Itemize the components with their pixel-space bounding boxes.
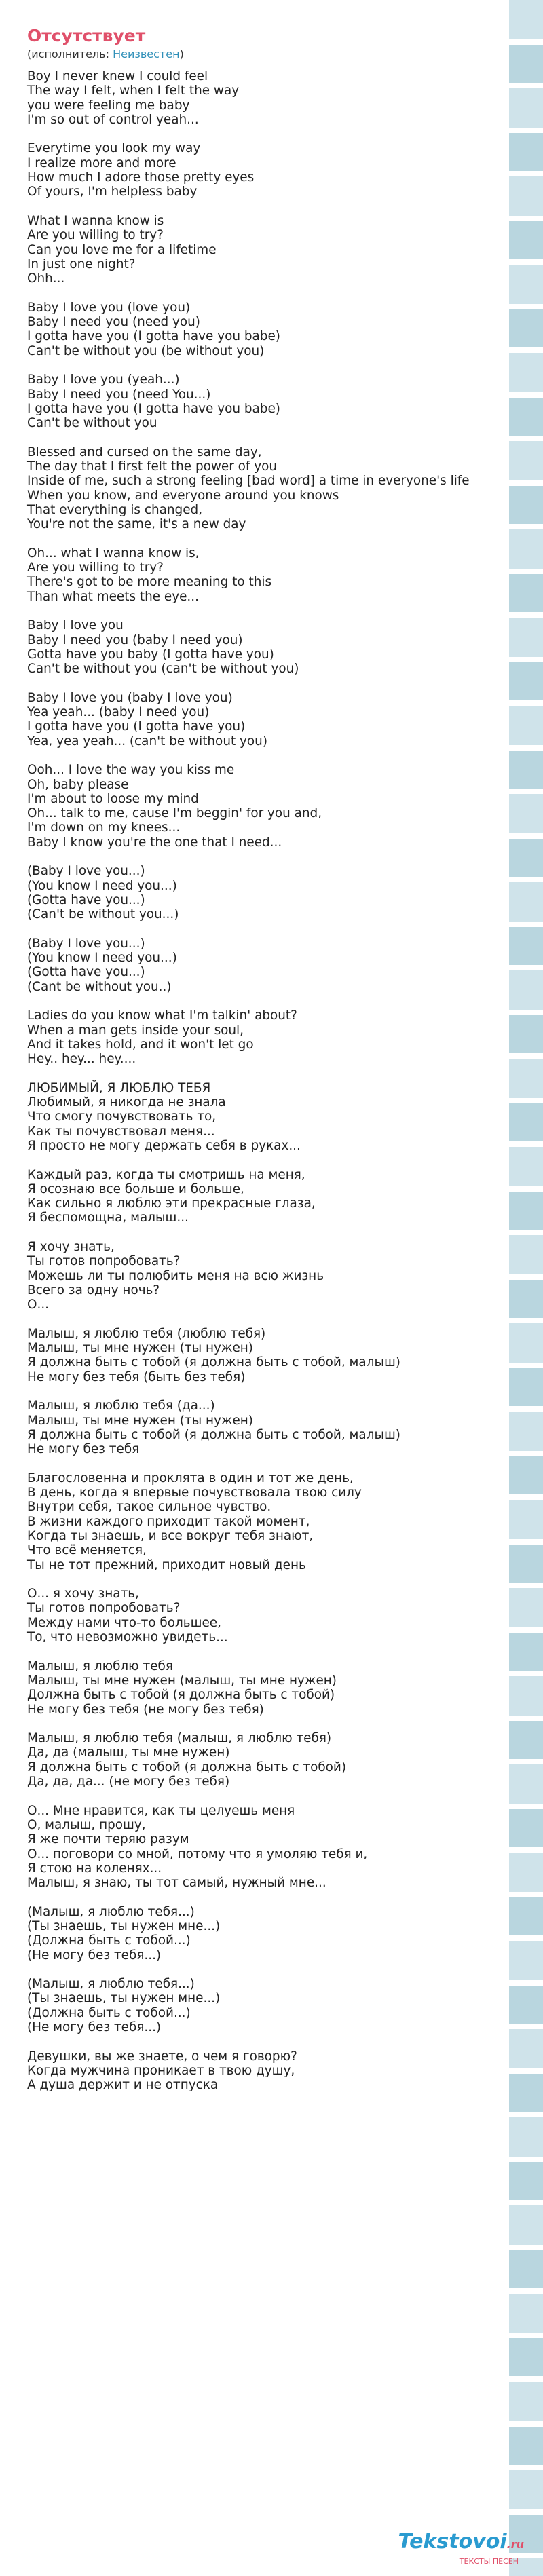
lyrics-stanza: What I wanna know is Are you willing to try? Can you love me for a lifetime In just one night? Ohh... — [27, 213, 217, 286]
lyrics-stanza: Blessed and cursed on the same day, The day that I first felt the power of you Inside of me, such a strong feeling [bad word] a time in everyone's life When you know, and everyone around you knows That everything is changed, You're not the same, it's a new day — [27, 444, 470, 532]
lyrics-stanza: Малыш, я люблю тебя (да...) Малыш, ты мне нужен (ты нужен) Я должна быть с тобой (я должна быть с тобой, малыш) Не могу без тебя — [27, 1399, 400, 1457]
lyrics-stanza: О... я хочу знать, Ты готов попробовать? Между нами что-то большее, То, что невозможно увидеть... — [27, 1587, 228, 1645]
lyrics-text — [27, 69, 502, 2093]
lyrics-stanza: Baby I love you Baby I need you (baby I need you) Gotta have you baby (I gotta have you) Can't be without you (can't be without you) — [27, 618, 299, 677]
decorative-stripes — [506, 0, 543, 2576]
site-tagline: ТЕКСТЫ ПЕСЕН — [459, 2557, 519, 2566]
artist-prefix: (исполнитель: — [27, 48, 113, 60]
lyrics-stanza: Каждый раз, когда ты смотришь на меня, Я осознаю все больше и больше, Как сильно я люблю эти прекрасные глаза, Я беспомощна, малыш... — [27, 1167, 316, 1226]
song-header — [27, 26, 509, 61]
lyrics-stanza: Девушки, вы же знаете, о чем я говорю? Когда мужчина проникает в твою душу, А душа держит и не отпуска — [27, 2049, 297, 2093]
artist-suffix: ) — [179, 48, 184, 60]
site-watermark[interactable] — [388, 2530, 524, 2571]
lyrics-stanza: Малыш, я люблю тебя (малыш, я люблю тебя) Да, да (малыш, ты мне нужен) Я должна быть с тобой (я должна быть с тобой) Да, да, да... (не могу без тебя) — [27, 1731, 347, 1789]
site-logo-tld: .ru — [506, 2538, 524, 2551]
lyrics-stanza: Малыш, я люблю тебя Малыш, ты мне нужен (малыш, ты мне нужен) Должна быть с тобой (я должна быть с тобой) Не могу без тебя (не могу без тебя) — [27, 1659, 337, 1717]
lyrics-stanza: Благословенна и проклята в один и тот же день, В день, когда я впервые почувствовала твою силу Внутри себя, такое сильное чувство. В жизни каждого приходит такой момент, Когда ты знаешь, и все вокруг тебя знают, Что всё меняется, Ты не тот прежний, приходит новый день — [27, 1471, 362, 1572]
site-logo — [388, 2530, 524, 2557]
lyrics-stanza: (Baby I love you...) (You know I need you...) (Gotta have you...) (Cant be without you..) — [27, 936, 177, 994]
lyrics-stanza: Boy I never knew I could feel The way I felt, when I felt the way you were feeling me baby I'm so out of control yeah... — [27, 69, 240, 127]
lyrics-stanza: ЛЮБИМЫЙ, Я ЛЮБЛЮ ТЕБЯ Любимый, я никогда не знала Что смогу почувствовать то, Как ты почувствовал меня... Я просто не могу держать себя в руках... — [27, 1080, 301, 1153]
lyrics-stanza: (Малыш, я люблю тебя...) (Ты знаешь, ты нужен мне...) (Должна быть с тобой...) (Не могу без тебя...) — [27, 1904, 221, 1963]
lyrics-stanza: Ooh... I love the way you kiss me Oh, baby please I'm about to loose my mind Oh... talk to me, cause I'm beggin' for you and, I'm down on my knees... Baby I know you're the one that I need... — [27, 763, 322, 850]
artist-link[interactable]: Неизвестен — [113, 48, 180, 60]
lyrics-stanza: Everytime you look my way I realize more and more How much I adore those pretty eyes Of yours, I'm helpless baby — [27, 141, 255, 200]
lyrics-stanza: О... Мне нравится, как ты целуешь меня О, малыш, прошу, Я же почти теряю разум О... поговори со мной, потому что я умоляю тебя и, Я стою на коленях... Малыш, я знаю, ты тот самый, нужный мне... — [27, 1803, 368, 1891]
song-title: Отсутствует — [27, 26, 146, 45]
lyrics-stanza: Baby I love you (love you) Baby I need you (need you) I gotta have you (I gotta have you babe) Can't be without you (be without you) — [27, 300, 280, 358]
lyrics-stanza: (Baby I love you...) (You know I need you...) (Gotta have you...) (Can't be without you...) — [27, 864, 179, 922]
lyrics-stanza: Ladies do you know what I'm talkin' about? When a man gets inside your soul, And it takes hold, and it won't let go Hey.. hey... hey.... — [27, 1008, 297, 1067]
lyrics-stanza: Oh... what I wanna know is, Are you willing to try? There's got to be more meaning to this Than what meets the eye... — [27, 546, 272, 604]
song-meta — [27, 48, 509, 61]
lyrics-stanza: Малыш, я люблю тебя (люблю тебя) Малыш, ты мне нужен (ты нужен) Я должна быть с тобой (я должна быть с тобой, малыш) Не могу без тебя (быть без тебя) — [27, 1326, 400, 1384]
lyrics-stanza: Baby I love you (yeah...) Baby I need you (need You...) I gotta have you (I gotta have you babe) Can't be without you — [27, 373, 280, 431]
site-logo-name: Tekstovoi — [398, 2530, 507, 2554]
lyrics-stanza: Baby I love you (baby I love you) Yea yeah... (baby I need you) I gotta have you (I gotta have you) Yea, yea yeah... (can't be without you) — [27, 690, 267, 749]
lyrics-stanza: (Малыш, я люблю тебя...) (Ты знаешь, ты нужен мне...) (Должна быть с тобой...) (Не могу без тебя...) — [27, 1977, 221, 2035]
lyrics-stanza: Я хочу знать, Ты готов попробовать? Можешь ли ты полюбить меня на всю жизнь Всего за одну ночь? О... — [27, 1240, 324, 1312]
